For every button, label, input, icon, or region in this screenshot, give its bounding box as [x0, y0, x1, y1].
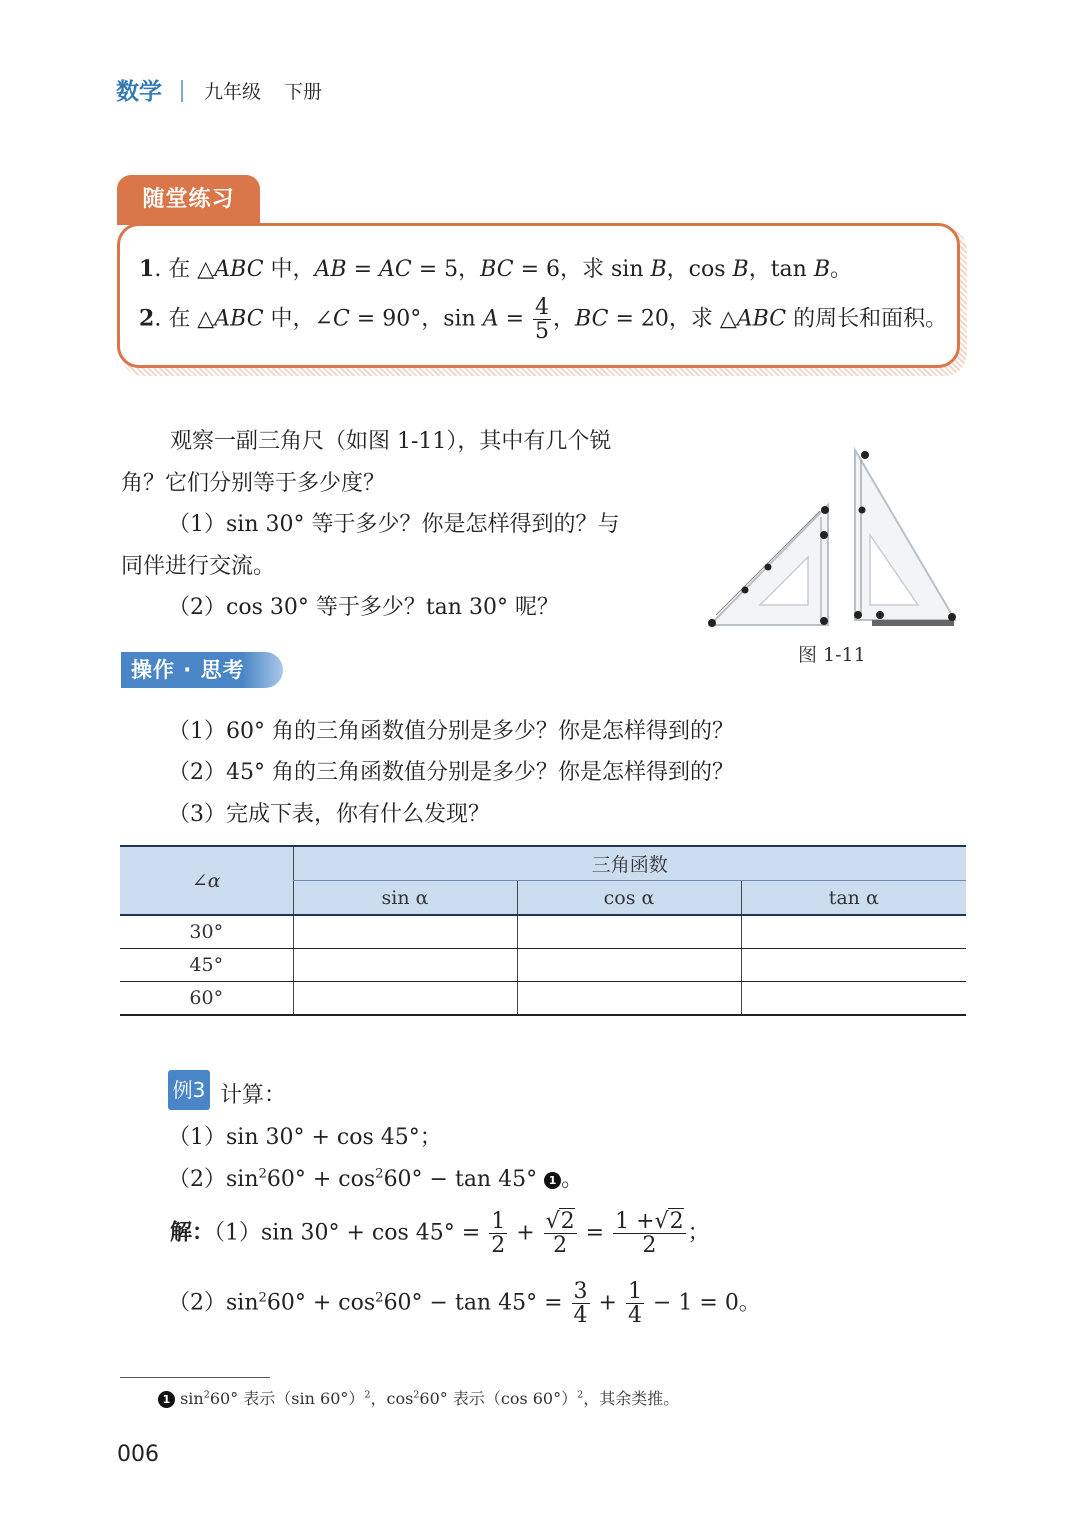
example-tag: 例3	[168, 1070, 210, 1110]
row-angle: 30°	[120, 915, 293, 949]
pin	[742, 587, 749, 594]
table-cell	[517, 982, 741, 1016]
table-row	[120, 915, 966, 949]
operate-question-1: （1）60° 角的三角函数值分别是多少？你是怎样得到的？	[168, 719, 734, 744]
footnote-marker[interactable]: 1	[544, 1172, 561, 1189]
set-squares-figure	[690, 425, 975, 640]
trig-group-header: 三角函数	[293, 846, 966, 881]
example-part-2: $(2)\sin^260^\circ + \cos^260^\circ - \tan 45^\circ$ 1 。	[168, 1166, 584, 1192]
intro-line-5: （2）cos 30° 等于多少？tan 30° 呢？	[168, 595, 559, 620]
practice-question-2: 2. 在 △ABC 中，∠C = 90°，sin A = $\frac{4}{5}$ ，BC = 20，求 △ABC 的周长和面积。	[139, 295, 948, 345]
practice-tab: 随堂练习	[117, 175, 260, 225]
fraction: $\frac{4}{5}$	[535, 295, 550, 345]
practice-question-1: 1. 在 △ABC 中，AB = AC = 5，BC = 6，求 sin B，cos B，tan B。	[139, 256, 853, 282]
angle-header: ∠α	[120, 846, 293, 915]
pin	[820, 617, 828, 625]
subject-title: 数学	[116, 79, 162, 105]
pin	[861, 451, 869, 459]
header-divider	[181, 80, 183, 102]
example-title: 计算：	[220, 1083, 287, 1108]
pin	[948, 613, 956, 621]
ruler-scale-bottom	[872, 620, 954, 626]
intro-line-2: 角？它们分别等于多少度？	[121, 471, 386, 496]
table-cell	[517, 949, 741, 982]
pin	[876, 611, 884, 619]
col-header-sin: sin α	[293, 881, 517, 916]
pin	[859, 507, 866, 514]
solution-line-2: $(2)\sin^260^\circ + \cos^260^\circ - \tan 45^\circ$ = $\frac{3}{4}$ + $\frac{1}{4}$ − 1 = 0。	[168, 1279, 761, 1329]
table-cell	[293, 982, 517, 1016]
table-cell	[517, 915, 741, 949]
col-header-cos: cos α	[517, 881, 741, 916]
pin	[854, 611, 862, 619]
table-cell	[741, 949, 966, 982]
pin	[820, 531, 828, 539]
fraction: $\frac{√2}{2}$	[545, 1209, 575, 1259]
intro-line-1: 观察一副三角尺（如图 1-11），其中有几个锐	[170, 429, 612, 454]
solution-label: 解：	[170, 1220, 215, 1246]
pin	[765, 564, 772, 571]
operate-question-3: （3）完成下表，你有什么发现？	[168, 802, 490, 827]
fraction: $\frac{3}{4}$	[573, 1279, 588, 1329]
figure-caption: 图 1-11	[798, 644, 866, 666]
page-number: 006	[117, 1442, 159, 1467]
trig-table	[120, 845, 966, 1016]
volume-label: 下册	[284, 81, 323, 103]
table-cell	[293, 915, 517, 949]
intro-line-4: 同伴进行交流。	[121, 554, 276, 579]
grade-label: 九年级	[204, 81, 262, 103]
operate-question-2: （2）45° 角的三角函数值分别是多少？你是怎样得到的？	[168, 760, 734, 785]
table-row	[120, 982, 966, 1016]
footnote-divider	[120, 1377, 270, 1378]
footnote: 1 $\sin^260^\circ$ 表示（sin 60°）$^2$，$\cos^260^\circ$ 表示（cos 60°）$^2$，其余类推。	[158, 1386, 679, 1409]
fraction: $\frac{1 +√2}{2}$	[615, 1209, 684, 1259]
table-cell	[293, 949, 517, 982]
row-angle: 60°	[120, 982, 293, 1016]
fraction: $\frac{1}{2}$	[491, 1209, 506, 1259]
example-part-1: （1）sin 30° + cos 45°；	[168, 1125, 442, 1150]
pin	[821, 506, 829, 514]
intro-line-3: （1）sin 30° 等于多少？你是怎样得到的？与	[168, 512, 620, 537]
col-header-tan: tan α	[741, 881, 966, 916]
solution-line-1: 解：（1）sin 30° + cos 45° = $\frac{1}{2}$ + $\frac{√2}{2}$ = $\frac{1 +√2}{2}$ ；	[170, 1209, 710, 1259]
pin	[708, 619, 716, 627]
fraction: $\frac{1}{4}$	[627, 1279, 642, 1329]
table-row	[120, 949, 966, 982]
row-angle: 45°	[120, 949, 293, 982]
footnote-marker: 1	[158, 1391, 175, 1408]
table-cell	[741, 982, 966, 1016]
operate-think-tag: 操作 · 思考	[121, 652, 283, 688]
table-cell	[741, 915, 966, 949]
